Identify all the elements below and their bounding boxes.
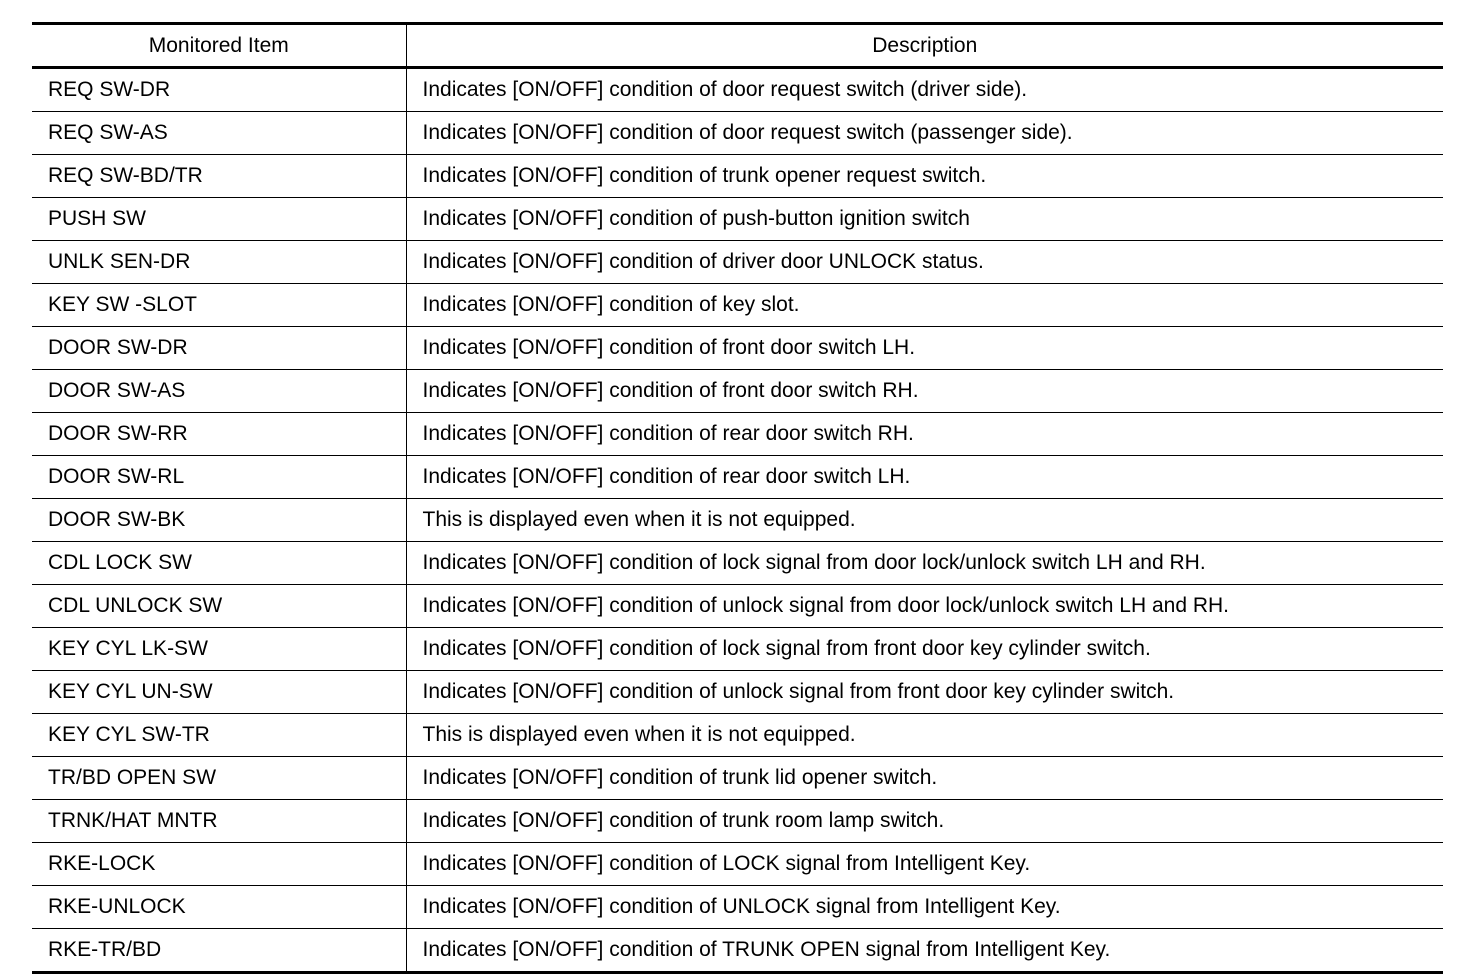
description-cell: Indicates [ON/OFF] condition of door request switch (driver side). <box>406 68 1443 112</box>
table-row <box>32 155 1443 198</box>
monitored-item-cell: REQ SW-DR <box>32 68 406 112</box>
description-cell: Indicates [ON/OFF] condition of rear door switch LH. <box>406 456 1443 499</box>
description-cell: Indicates [ON/OFF] condition of lock signal from front door key cylinder switch. <box>406 628 1443 671</box>
header-monitored-item: Monitored Item <box>32 24 406 68</box>
description-cell: Indicates [ON/OFF] condition of LOCK signal from Intelligent Key. <box>406 843 1443 886</box>
table-row <box>32 757 1443 800</box>
description-cell: Indicates [ON/OFF] condition of front door switch LH. <box>406 327 1443 370</box>
table-row <box>32 413 1443 456</box>
description-cell: Indicates [ON/OFF] condition of rear door switch RH. <box>406 413 1443 456</box>
description-cell: Indicates [ON/OFF] condition of unlock signal from front door key cylinder switch. <box>406 671 1443 714</box>
table-row <box>32 370 1443 413</box>
table-row <box>32 68 1443 112</box>
monitored-item-cell: RKE-UNLOCK <box>32 886 406 929</box>
monitored-item-cell: DOOR SW-RL <box>32 456 406 499</box>
table-row <box>32 327 1443 370</box>
description-cell: Indicates [ON/OFF] condition of lock signal from door lock/unlock switch LH and RH. <box>406 542 1443 585</box>
table-row <box>32 585 1443 628</box>
description-cell: Indicates [ON/OFF] condition of key slot. <box>406 284 1443 327</box>
description-cell: Indicates [ON/OFF] condition of door request switch (passenger side). <box>406 112 1443 155</box>
monitored-item-cell: KEY CYL SW-TR <box>32 714 406 757</box>
table-row <box>32 241 1443 284</box>
table-row <box>32 542 1443 585</box>
monitored-item-cell: CDL LOCK SW <box>32 542 406 585</box>
table-row <box>32 198 1443 241</box>
monitored-item-cell: DOOR SW-RR <box>32 413 406 456</box>
monitored-item-cell: TRNK/HAT MNTR <box>32 800 406 843</box>
monitored-item-cell: CDL UNLOCK SW <box>32 585 406 628</box>
description-cell: Indicates [ON/OFF] condition of driver door UNLOCK status. <box>406 241 1443 284</box>
description-cell: Indicates [ON/OFF] condition of UNLOCK signal from Intelligent Key. <box>406 886 1443 929</box>
table-row <box>32 714 1443 757</box>
monitored-item-cell: DOOR SW-AS <box>32 370 406 413</box>
monitored-item-cell: DOOR SW-BK <box>32 499 406 542</box>
monitored-item-cell: KEY SW -SLOT <box>32 284 406 327</box>
monitored-item-cell: REQ SW-BD/TR <box>32 155 406 198</box>
description-cell: Indicates [ON/OFF] condition of front door switch RH. <box>406 370 1443 413</box>
monitored-item-cell: TR/BD OPEN SW <box>32 757 406 800</box>
monitored-item-cell: REQ SW-AS <box>32 112 406 155</box>
monitored-item-cell: DOOR SW-DR <box>32 327 406 370</box>
table-row <box>32 456 1443 499</box>
table-row <box>32 284 1443 327</box>
table-row <box>32 112 1443 155</box>
description-cell: Indicates [ON/OFF] condition of push-button ignition switch <box>406 198 1443 241</box>
description-cell: Indicates [ON/OFF] condition of trunk room lamp switch. <box>406 800 1443 843</box>
table-row <box>32 800 1443 843</box>
table-row <box>32 671 1443 714</box>
monitor-items-table <box>32 22 1443 974</box>
monitored-item-cell: PUSH SW <box>32 198 406 241</box>
header-description: Description <box>406 24 1443 68</box>
description-cell: This is displayed even when it is not equipped. <box>406 714 1443 757</box>
table-row <box>32 628 1443 671</box>
description-cell: Indicates [ON/OFF] condition of TRUNK OPEN signal from Intelligent Key. <box>406 929 1443 973</box>
description-cell: Indicates [ON/OFF] condition of trunk opener request switch. <box>406 155 1443 198</box>
monitored-item-cell: KEY CYL UN-SW <box>32 671 406 714</box>
description-cell: Indicates [ON/OFF] condition of trunk lid opener switch. <box>406 757 1443 800</box>
monitored-item-cell: RKE-TR/BD <box>48 938 162 961</box>
table-row <box>32 499 1443 542</box>
monitored-item-cell: KEY CYL LK-SW <box>32 628 406 671</box>
monitored-item-cell: UNLK SEN-DR <box>32 241 406 284</box>
table-row <box>32 886 1443 929</box>
table-row <box>32 843 1443 886</box>
table-row <box>32 929 1443 973</box>
description-cell: Indicates [ON/OFF] condition of unlock signal from door lock/unlock switch LH and RH. <box>406 585 1443 628</box>
monitored-item-cell: RKE-LOCK <box>32 843 406 886</box>
table-header-row <box>32 24 1443 68</box>
description-cell: This is displayed even when it is not equipped. <box>406 499 1443 542</box>
